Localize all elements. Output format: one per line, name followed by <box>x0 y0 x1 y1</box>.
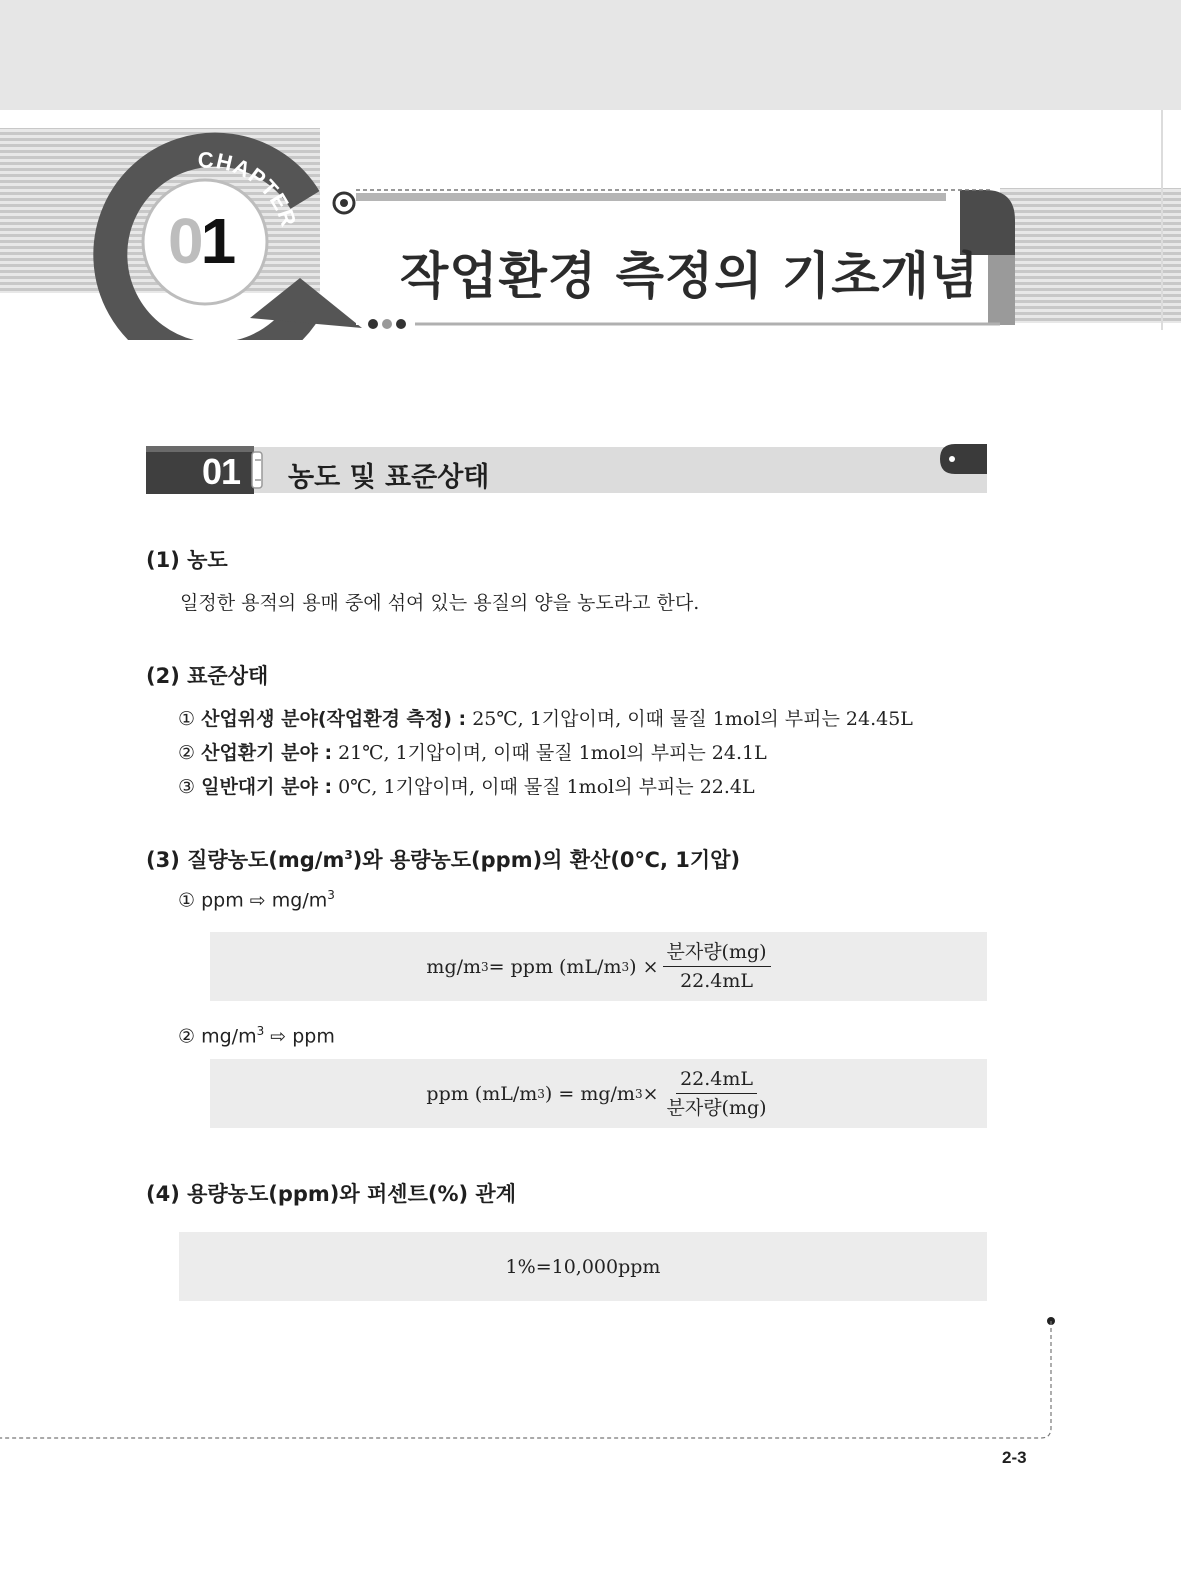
fraction-numerator: 분자량(mg) <box>663 940 771 967</box>
formula-box-2 <box>210 1059 987 1128</box>
formula-1 <box>210 932 987 1001</box>
formula-lhs: mg/m <box>426 955 482 978</box>
chapter-number-first: 0 <box>168 205 201 277</box>
item-value: 21℃, 1기압이며, 이때 물질 1mol의 부피는 24.1L <box>332 742 767 764</box>
item-marker: ③ <box>178 776 196 798</box>
sub2-heading: (2) 표준상태 <box>146 664 269 688</box>
formula-box-1 <box>210 932 987 1001</box>
formula-mid: ) = mg/m <box>544 1082 635 1105</box>
item-value: 0℃, 1기압이며, 이때 물질 1mol의 부피는 22.4L <box>332 776 755 798</box>
formula-lhs: ppm (mL/m <box>426 1082 538 1105</box>
sub3-heading-sup: 3 <box>344 848 353 862</box>
formula-mid-sup: 3 <box>634 1086 643 1101</box>
item-marker: ② <box>178 742 196 764</box>
sub3-heading <box>146 844 740 874</box>
fraction-denominator: 분자량(mg) <box>666 1097 767 1119</box>
sub3-item-2 <box>178 1024 335 1047</box>
fraction-numerator: 22.4mL <box>676 1067 757 1094</box>
section-banner <box>140 440 1000 500</box>
sub3-item-1 <box>178 888 335 911</box>
item-label: 산업위생 분야(작업환경 측정) : <box>201 708 467 730</box>
item-label: 일반대기 분야 : <box>201 776 333 798</box>
sub4-heading: (4) 용량농도(ppm)와 퍼센트(%) 관계 <box>146 1182 516 1206</box>
arrow-icon: ⇨ <box>249 889 266 912</box>
unit-from: mg/m <box>201 1025 257 1048</box>
formula-box-3 <box>179 1232 987 1301</box>
chapter-word-arc <box>0 0 400 340</box>
chapter-title: 작업환경 측정의 기초개념 <box>400 247 980 305</box>
unit-from-sup: 3 <box>256 1024 265 1038</box>
section-title: 농도 및 표준상태 <box>288 462 490 493</box>
formula-lhs-sup: 3 <box>537 1086 545 1101</box>
formula-3: 1%=10,000ppm <box>505 1255 661 1278</box>
item-marker: ① <box>178 708 196 730</box>
formula-mid-sup: 3 <box>621 959 630 974</box>
unit-from: ppm <box>201 889 244 912</box>
sub3-heading-a: (3) 질량농도(mg/m <box>146 848 345 872</box>
unit-to: ppm <box>292 1025 335 1048</box>
fraction-denominator: 22.4mL <box>680 970 754 992</box>
item-value: 25℃, 1기압이며, 이때 물질 1mol의 부피는 24.45L <box>466 708 913 730</box>
section-number: 01 <box>202 451 241 492</box>
chapter-number-second: 1 <box>200 205 234 277</box>
item-marker: ② <box>178 1025 196 1048</box>
sub2-item-3 <box>178 772 755 799</box>
page-number: 2-3 <box>1002 1448 1027 1467</box>
sub2-item-1 <box>178 704 913 731</box>
formula-mid-end: × <box>642 1082 659 1105</box>
sub1-body: 일정한 용적의 용매 중에 섞여 있는 용질의 양을 농도라고 한다. <box>180 592 700 614</box>
item-label: 산업환기 분야 : <box>201 742 333 764</box>
formula-2 <box>210 1059 987 1128</box>
footer-dashed-line <box>0 1310 1181 1450</box>
sub2-item-2 <box>178 738 767 765</box>
formula-fraction <box>663 1067 771 1120</box>
unit-to: mg/m <box>271 889 328 912</box>
formula-mid-end: ) × <box>629 955 659 978</box>
arrow-icon: ⇨ <box>270 1025 287 1048</box>
chapter-number <box>168 206 233 276</box>
formula-lhs-sup: 3 <box>481 959 489 974</box>
chapter-word: CHAPTER <box>197 147 302 231</box>
sub3-heading-b: )와 용량농도(ppm)의 환산(0℃, 1기압) <box>352 848 741 872</box>
formula-mid: = ppm (mL/m <box>488 955 622 978</box>
item-marker: ① <box>178 889 196 912</box>
formula-fraction <box>663 940 771 993</box>
sub1-heading: (1) 농도 <box>146 548 228 572</box>
unit-to-sup: 3 <box>327 888 335 902</box>
